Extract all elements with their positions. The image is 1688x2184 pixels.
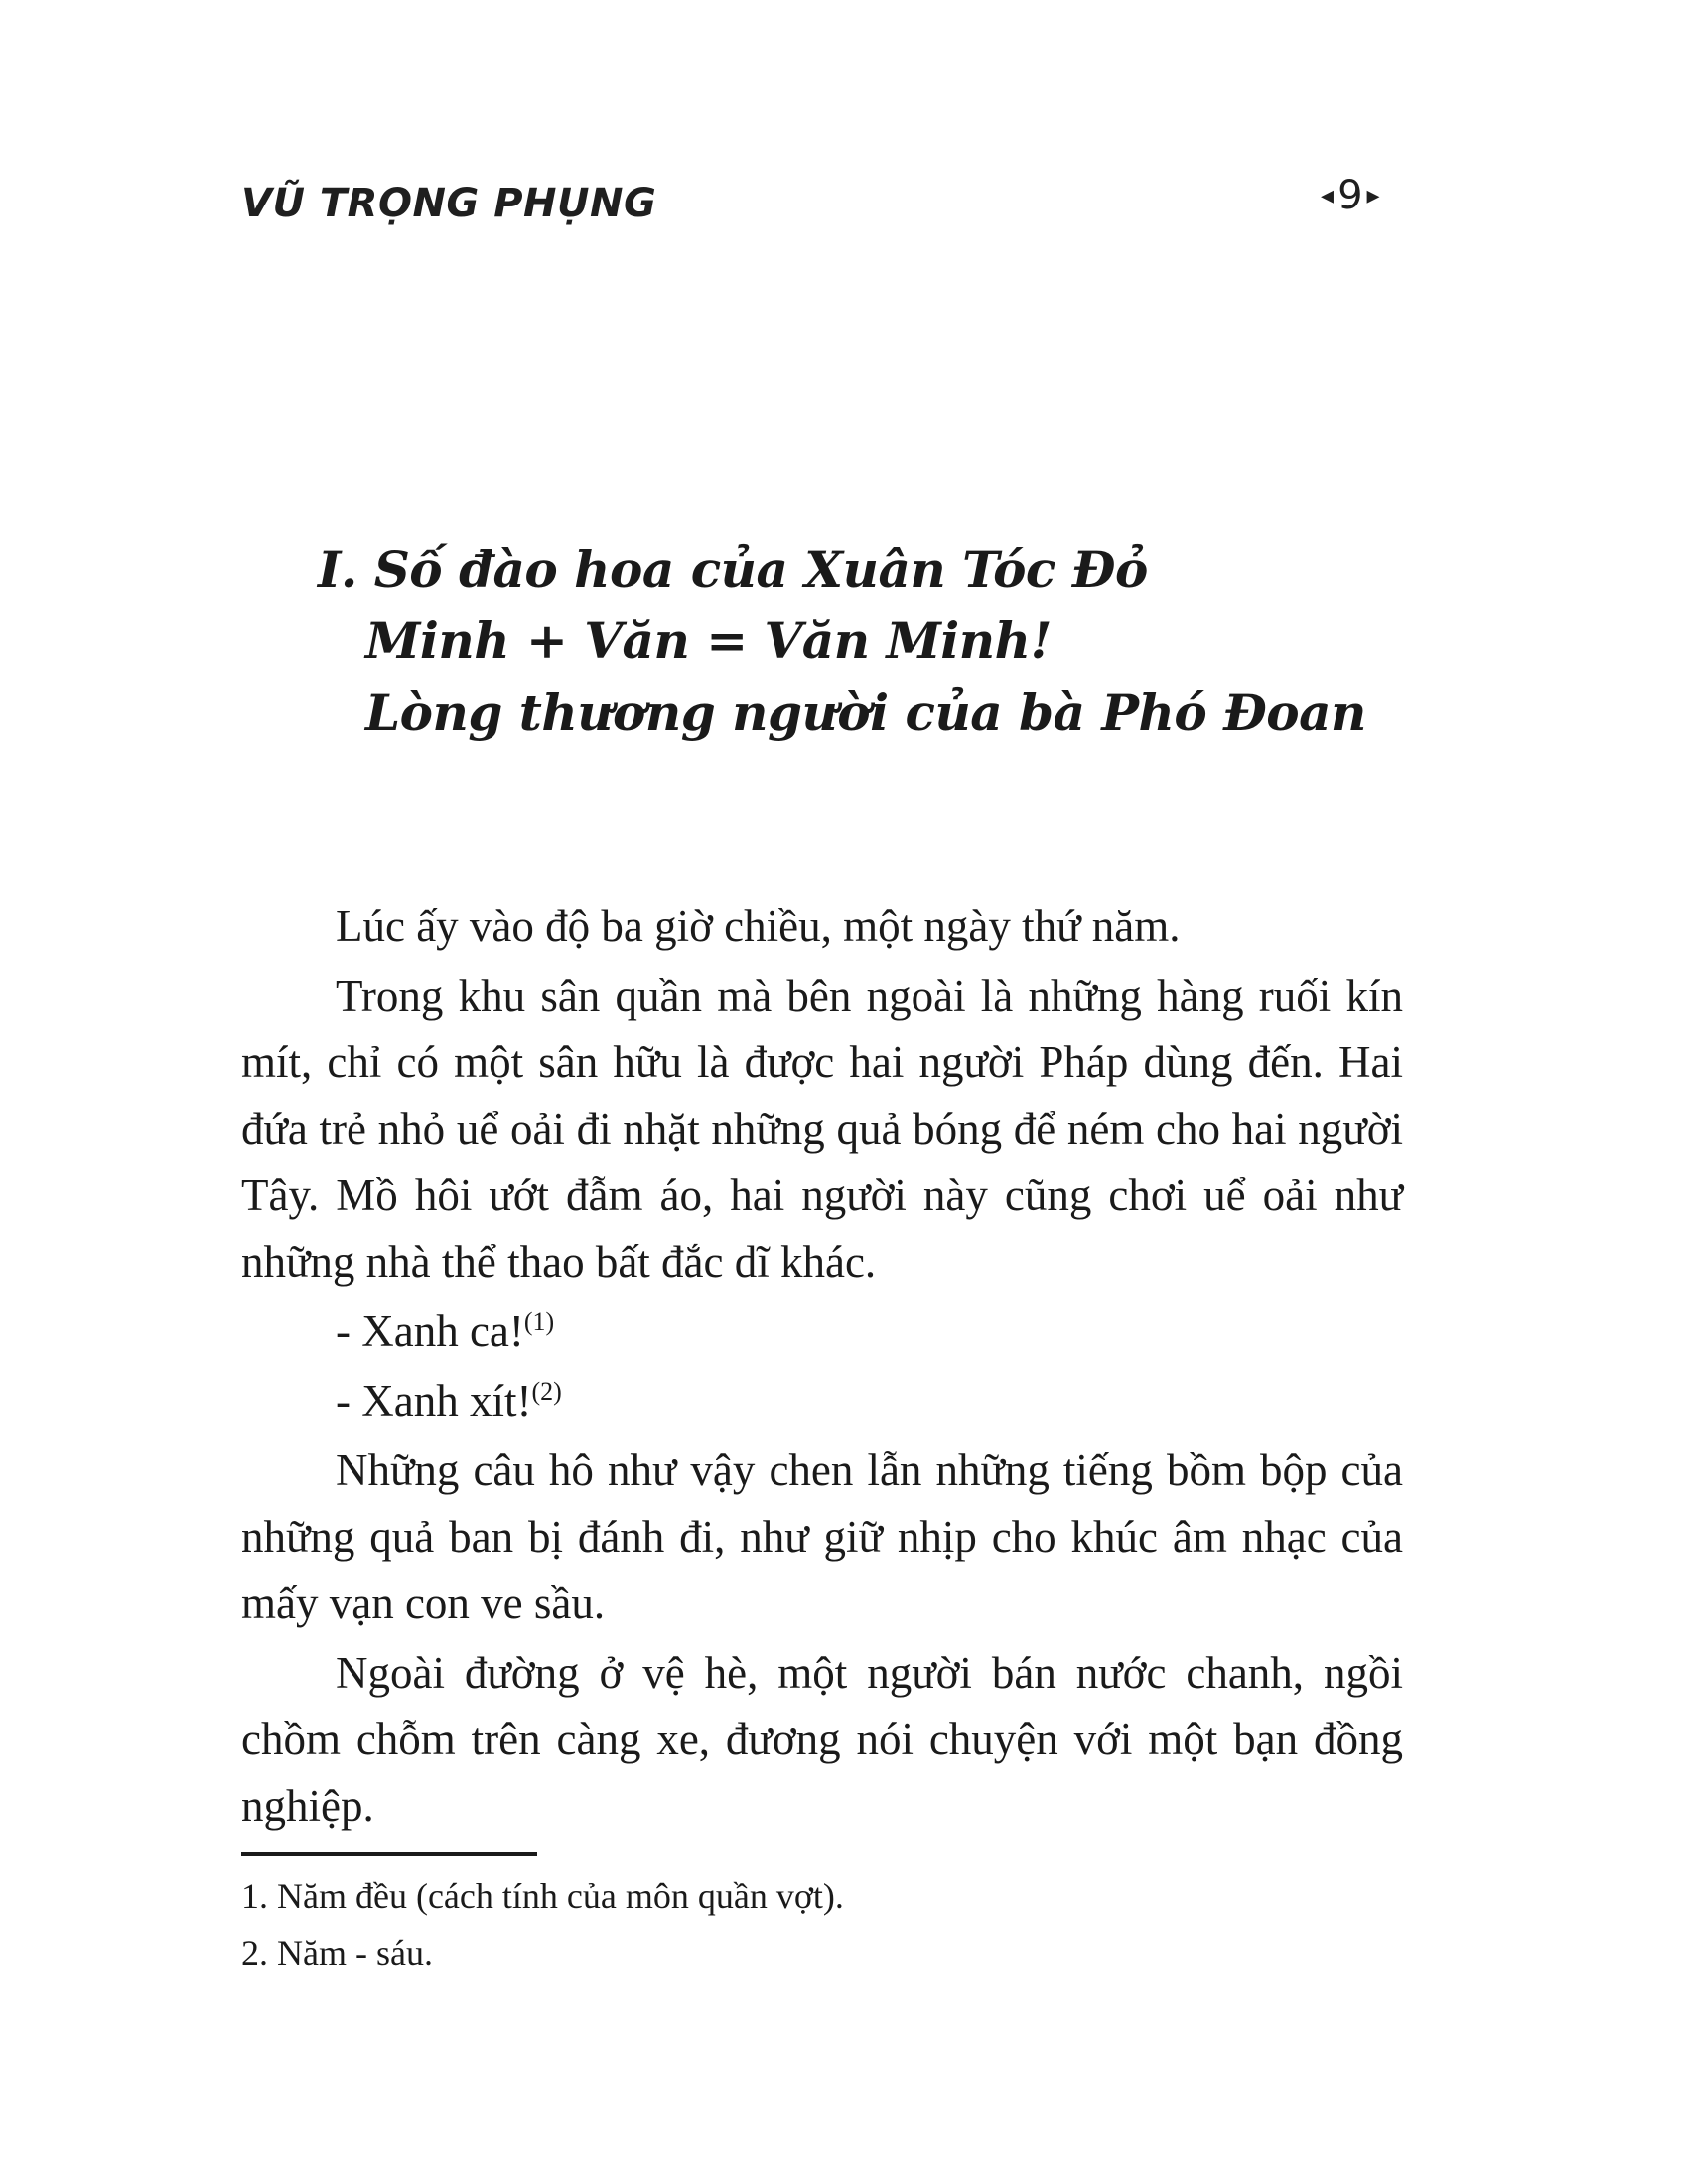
chapter-title-line-1: I. Số đào hoa của Xuân Tóc Đỏ	[318, 540, 1148, 599]
page-number-block	[1321, 173, 1380, 218]
footnote-ref-2: (2)	[531, 1377, 562, 1406]
paragraph-3	[241, 1298, 1403, 1365]
chapter-title-line-3: Lòng thương người của bà Phó Đoan	[365, 683, 1366, 742]
paragraph-1-text: Lúc ấy vào độ ba giờ chiều, một ngày thứ năm.	[336, 901, 1181, 951]
paragraph-3-text: - Xanh ca!	[336, 1306, 524, 1356]
chapter-title-line-2: Minh + Văn = Văn Minh!	[365, 612, 1052, 670]
running-head: VŨ TRỌNG PHỤNG	[241, 181, 657, 226]
footnote-2: 2. Năm - sáu.	[241, 1933, 433, 1973]
paragraph-5-text: Những câu hô như vậy chen lẫn những tiếng bồm bộp của những quả ban bị đánh đi, như giữ nhịp cho khúc âm nhạc của mấy vạn con ve sầu.	[241, 1445, 1403, 1628]
paragraph-4	[241, 1368, 1403, 1434]
footnotes	[241, 1868, 844, 1981]
left-arrow-icon: ◂	[1321, 181, 1335, 210]
right-arrow-icon: ▸	[1366, 181, 1380, 210]
paragraph-1	[241, 893, 1403, 960]
body-text	[241, 893, 1403, 1843]
footnote-1: 1. Năm đều (cách tính của môn quần vợt).	[241, 1876, 844, 1916]
paragraph-2	[241, 963, 1403, 1296]
paragraph-5	[241, 1437, 1403, 1637]
footnote-ref-1: (1)	[523, 1307, 555, 1336]
paragraph-6-text: Ngoài đường ở vệ hè, một người bán nước chanh, ngồi chồm chỗm trên càng xe, đương nói chuyện với một bạn đồng nghiệp.	[241, 1648, 1403, 1831]
paragraph-4-text: - Xanh xít!	[336, 1376, 532, 1426]
footnote-divider	[241, 1852, 537, 1856]
paragraph-2-text: Trong khu sân quần mà bên ngoài là những hàng ruối kín mít, chỉ có một sân hữu là được hai người Pháp dùng đến. Hai đứa trẻ nhỏ uể oải đi nhặt những quả bóng để ném cho hai người Tây. Mồ hôi ướt đẫm áo, hai người này cũng chơi uể oải như những nhà thể thao bất đắc dĩ khác.	[241, 971, 1403, 1287]
paragraph-6	[241, 1640, 1403, 1840]
page-number: 9	[1337, 173, 1363, 218]
chapter-title	[318, 534, 1366, 749]
